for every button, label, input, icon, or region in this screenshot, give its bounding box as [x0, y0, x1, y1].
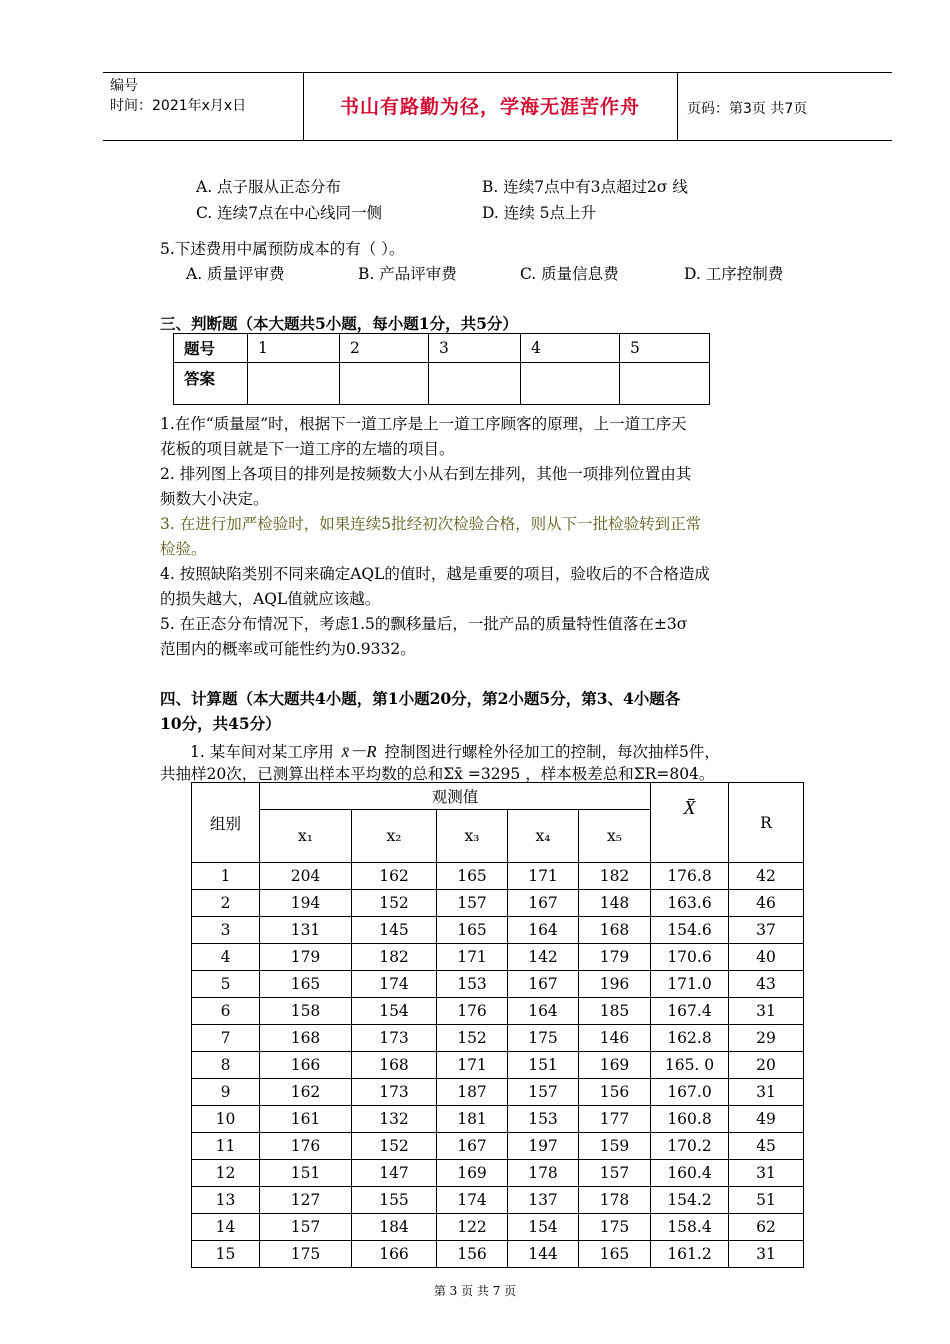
section-title: 三、判断题（本大题共5小题，每小题1分，共5分）: [160, 314, 518, 333]
header-top-rule: [103, 72, 892, 73]
table-cell: 165: [437, 863, 508, 890]
table-cell: 10: [192, 1106, 260, 1133]
answer-cell: [429, 363, 521, 405]
table-cell: 144: [508, 1241, 579, 1268]
option-a: A. 质量评审费: [186, 265, 285, 283]
table-cell: 8: [192, 1052, 260, 1079]
table-cell: 151: [508, 1052, 579, 1079]
table-cell: 185: [579, 998, 651, 1025]
table-cell: 127: [260, 1187, 352, 1214]
table-cell: 42: [729, 863, 804, 890]
table-cell: 165: [260, 971, 352, 998]
table-cell: 164: [508, 998, 579, 1025]
table-cell: 160.8: [651, 1106, 729, 1133]
table-cell: 157: [437, 890, 508, 917]
table-cell: 161.2: [651, 1241, 729, 1268]
table-cell: 171: [437, 944, 508, 971]
table-cell: 159: [579, 1133, 651, 1160]
statement-4-cont: 的损失越大，AQL值就应该越。: [160, 590, 381, 608]
table-row: [192, 944, 804, 971]
table-cell: 49: [729, 1106, 804, 1133]
option-a: A. 点子服从正态分布: [196, 178, 342, 196]
answer-cell: [620, 363, 710, 405]
x-header: x₄: [508, 810, 579, 863]
table-cell: 167.4: [651, 998, 729, 1025]
answer-cell: [340, 363, 429, 405]
table-cell: 11: [192, 1133, 260, 1160]
x-header: x₁: [260, 810, 352, 863]
table-row: [192, 1241, 804, 1268]
x-header: x₃: [437, 810, 508, 863]
table-cell: 31: [729, 1160, 804, 1187]
group-header: 组别: [192, 783, 260, 863]
table-cell: 1: [192, 863, 260, 890]
table-row: [192, 971, 804, 998]
table-cell: 158: [260, 998, 352, 1025]
option-d: D. 工序控制费: [684, 265, 784, 283]
table-cell: 170.6: [651, 944, 729, 971]
table-cell: 154: [352, 998, 437, 1025]
table-cell: 161: [260, 1106, 352, 1133]
doc-number-label: 编号: [110, 78, 138, 94]
table-cell: 154: [508, 1214, 579, 1241]
table-cell: 166: [260, 1052, 352, 1079]
statement-5: 5. 在正态分布情况下，考虑1.5的飘移量后，一批产品的质量特性值落在±3σ: [160, 615, 688, 633]
table-cell: 160.4: [651, 1160, 729, 1187]
table-cell: 62: [729, 1214, 804, 1241]
statement-2: 2. 排列图上各项目的排列是按频数大小从右到左排列，其他一项排列位置由其: [160, 465, 692, 483]
question-1-text: 控制图进行螺栓外径加工的控制，每次抽样5件，: [384, 743, 720, 761]
table-cell: 153: [437, 971, 508, 998]
table-cell: 187: [437, 1079, 508, 1106]
x-header: x₂: [352, 810, 437, 863]
table-row: [192, 1187, 804, 1214]
date-label: 时间：2021年x月x日: [110, 98, 247, 114]
table-cell: 157: [579, 1160, 651, 1187]
table-cell: 167: [508, 971, 579, 998]
table-cell: 179: [579, 944, 651, 971]
table-cell: 14: [192, 1214, 260, 1241]
table-row: [192, 1052, 804, 1079]
data-body: [192, 863, 804, 1268]
table-cell: 137: [508, 1187, 579, 1214]
table-cell: 152: [352, 1133, 437, 1160]
table-cell: 31: [729, 998, 804, 1025]
table-cell: 176: [437, 998, 508, 1025]
table-cell: 2: [340, 334, 429, 363]
table-cell: 197: [508, 1133, 579, 1160]
table-cell: 176: [260, 1133, 352, 1160]
statement-5-cont: 范围内的概率或可能性约为0.9332。: [160, 640, 416, 658]
table-cell: 146: [579, 1025, 651, 1052]
table-row: [192, 917, 804, 944]
table-cell: 165. 0: [651, 1052, 729, 1079]
table-cell: 152: [352, 890, 437, 917]
table-cell: 163.6: [651, 890, 729, 917]
question-1-cont: 共抽样20次，已测算出样本平均数的总和Σx̄ =3295 ，样本极差总和ΣR=804。: [160, 765, 715, 783]
option-b: B. 产品评审费: [358, 265, 457, 283]
table-cell: 6: [192, 998, 260, 1025]
table-cell: 9: [192, 1079, 260, 1106]
section-title: 四、计算题（本大题共4小题，第1小题20分，第2小题5分，第3、4小题各: [160, 689, 681, 708]
table-cell: 166: [352, 1241, 437, 1268]
table-cell: 171: [437, 1052, 508, 1079]
table-cell: 51: [729, 1187, 804, 1214]
table-cell: 5: [620, 334, 710, 363]
answer-cell: [248, 363, 340, 405]
table-cell: 40: [729, 944, 804, 971]
statement-1-cont: 花板的项目就是下一道工序的左墙的项目。: [160, 440, 455, 458]
table-row: [192, 1106, 804, 1133]
table-cell: 175: [579, 1214, 651, 1241]
table-cell: 173: [352, 1079, 437, 1106]
table-cell: 152: [437, 1025, 508, 1052]
header-bottom-rule: [103, 140, 892, 141]
table-cell: 13: [192, 1187, 260, 1214]
table-cell: 37: [729, 917, 804, 944]
table-cell: 157: [260, 1214, 352, 1241]
table-cell: 176.8: [651, 863, 729, 890]
table-cell: 178: [508, 1160, 579, 1187]
table-row: [192, 890, 804, 917]
table-cell: 31: [729, 1079, 804, 1106]
table-row: [192, 863, 804, 890]
statement-1: 1.在作“质量屋”时，根据下一道工序是上一道工序顾客的原理，上一道工序天: [160, 415, 687, 433]
table-cell: 173: [352, 1025, 437, 1052]
table-cell: 169: [437, 1160, 508, 1187]
table-cell: 169: [579, 1052, 651, 1079]
question-stem: 5.下述费用中属预防成本的有（ ）。: [160, 240, 405, 258]
table-cell: 153: [508, 1106, 579, 1133]
table-cell: 181: [437, 1106, 508, 1133]
table-label: 答案: [174, 363, 248, 405]
header-page-info: 页码：第3页 共7页: [687, 101, 808, 117]
header-motto: 书山有路勤为径，学海无涯苦作舟: [339, 96, 640, 118]
table-cell: 162.8: [651, 1025, 729, 1052]
table-cell: 3: [429, 334, 521, 363]
table-cell: 7: [192, 1025, 260, 1052]
table-cell: 204: [260, 863, 352, 890]
statement-3: 3. 在进行加严检验时，如果连续5批经初次检验合格，则从下一批检验转到正常: [160, 515, 702, 533]
table-cell: 1: [248, 334, 340, 363]
option-d: D. 连续 5点上升: [482, 204, 597, 222]
option-c: C. 质量信息费: [520, 265, 619, 283]
page-footer: 第 3 页 共 7 页: [433, 1284, 517, 1298]
answer-table: [173, 333, 710, 405]
table-cell: 46: [729, 890, 804, 917]
table-cell: 178: [579, 1187, 651, 1214]
section-title-cont: 10分，共45分）: [160, 714, 281, 733]
table-cell: 167: [437, 1133, 508, 1160]
question-1-text: 1. 某车间对某工序用: [190, 743, 334, 761]
table-cell: 184: [352, 1214, 437, 1241]
table-cell: 156: [579, 1079, 651, 1106]
table-row: [192, 1133, 804, 1160]
header-divider: [677, 72, 678, 140]
question-1-intro: [190, 737, 720, 762]
table-cell: 15: [192, 1241, 260, 1268]
table-cell: 151: [260, 1160, 352, 1187]
table-cell: 154.2: [651, 1187, 729, 1214]
table-cell: 4: [192, 944, 260, 971]
table-cell: 175: [260, 1241, 352, 1268]
table-row: [192, 1160, 804, 1187]
table-cell: 12: [192, 1160, 260, 1187]
data-table: [191, 782, 804, 1268]
table-cell: 4: [521, 334, 620, 363]
table-cell: 194: [260, 890, 352, 917]
table-cell: 155: [352, 1187, 437, 1214]
table-cell: 168: [260, 1025, 352, 1052]
table-cell: 131: [260, 917, 352, 944]
answer-cell: [521, 363, 620, 405]
table-label: 题号: [174, 334, 248, 363]
table-cell: 20: [729, 1052, 804, 1079]
option-b: B. 连续7点中有3点超过2σ 线: [482, 178, 688, 196]
table-cell: 167: [508, 890, 579, 917]
table-cell: 167.0: [651, 1079, 729, 1106]
statement-3-cont: 检验。: [160, 540, 207, 558]
range-header: R: [729, 783, 804, 863]
table-cell: 170.2: [651, 1133, 729, 1160]
mean-header: X̄: [651, 783, 729, 863]
table-cell: 29: [729, 1025, 804, 1052]
table-cell: 182: [579, 863, 651, 890]
observation-header: 观测值: [260, 783, 651, 810]
statement-4: 4. 按照缺陷类别不同来确定AQL的值时，越是重要的项目，验收后的不合格造成: [160, 565, 710, 583]
table-row: [192, 998, 804, 1025]
table-cell: 174: [437, 1187, 508, 1214]
statement-2-cont: 频数大小决定。: [160, 490, 269, 508]
table-cell: 182: [352, 944, 437, 971]
table-cell: 171: [508, 863, 579, 890]
xbar-r-symbol: x̄－R: [341, 742, 377, 761]
table-cell: 122: [437, 1214, 508, 1241]
table-cell: 168: [579, 917, 651, 944]
table-cell: 196: [579, 971, 651, 998]
table-cell: 164: [508, 917, 579, 944]
table-cell: 145: [352, 917, 437, 944]
table-cell: 31: [729, 1241, 804, 1268]
option-c: C. 连续7点在中心线同一侧: [196, 204, 383, 222]
table-cell: 5: [192, 971, 260, 998]
table-cell: 43: [729, 971, 804, 998]
table-cell: 175: [508, 1025, 579, 1052]
table-cell: 142: [508, 944, 579, 971]
table-cell: 154.6: [651, 917, 729, 944]
table-cell: 158.4: [651, 1214, 729, 1241]
table-cell: 132: [352, 1106, 437, 1133]
table-cell: 3: [192, 917, 260, 944]
table-cell: 168: [352, 1052, 437, 1079]
table-cell: 156: [437, 1241, 508, 1268]
table-cell: 157: [508, 1079, 579, 1106]
table-cell: 162: [260, 1079, 352, 1106]
table-cell: 162: [352, 863, 437, 890]
x-header: x₅: [579, 810, 651, 863]
table-cell: 2: [192, 890, 260, 917]
table-cell: 165: [579, 1241, 651, 1268]
table-cell: 147: [352, 1160, 437, 1187]
table-cell: 179: [260, 944, 352, 971]
table-cell: 45: [729, 1133, 804, 1160]
table-cell: 165: [437, 917, 508, 944]
table-cell: 148: [579, 890, 651, 917]
table-row: [192, 1214, 804, 1241]
table-cell: 177: [579, 1106, 651, 1133]
table-cell: 174: [352, 971, 437, 998]
table-row: [192, 1025, 804, 1052]
table-cell: 171.0: [651, 971, 729, 998]
table-row: [192, 1079, 804, 1106]
